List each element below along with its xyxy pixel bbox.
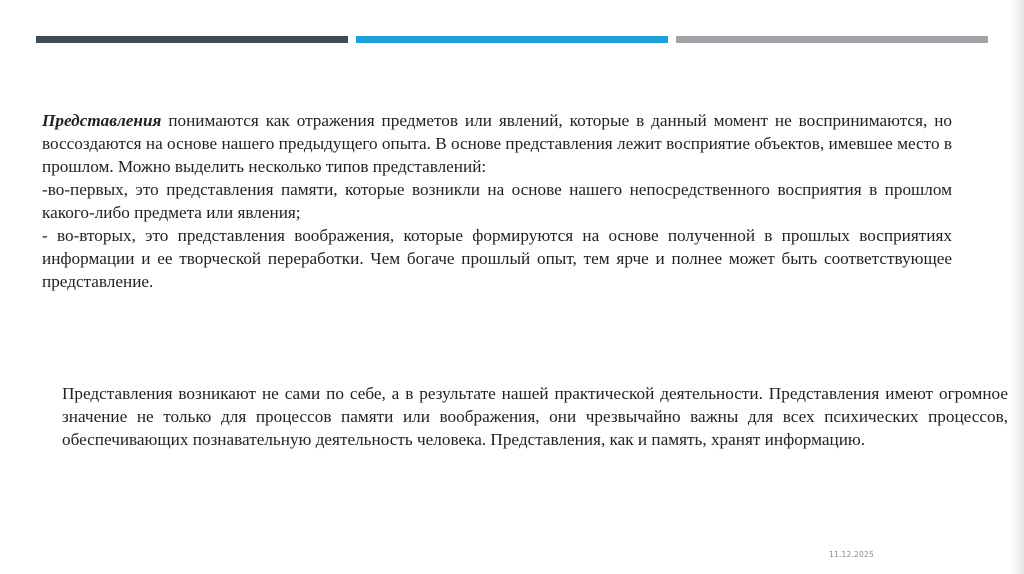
definition-text: понимаются как отражения предметов или явлений, которые в данный момент не воспринимаются, но воссоздаются на основе нашего предыдущего опыта. В основе представления лежит восприятие объектов, имевшее место в прошлом. Можно выделить несколько типов представлений: <box>42 111 952 176</box>
slide-edge-shadow <box>1010 0 1024 574</box>
definition-paragraph <box>42 109 952 178</box>
accent-bar-gray <box>676 36 988 43</box>
secondary-text-block <box>62 382 1008 451</box>
summary-paragraph: Представления возникают не сами по себе, а в результате нашей практической деятельности. Представления имеют огромное значение не только для процессов памяти или воображения, они чрезвычайно важны для всех психических процессов, обеспечивающих познавательную деятельность человека. Представления, как и память, хранят информацию. <box>62 384 1008 449</box>
type-item-imagination: - во-вторых, это представления воображения, которые формируются на основе полученной в прошлых восприятиях информации и ее творческой переработки. Чем богаче прошлый опыт, тем ярче и полнее может быть соответствующее представление. <box>42 226 952 291</box>
header-accent-bars <box>36 36 988 43</box>
accent-bar-dark <box>36 36 348 43</box>
slide-date: 11.12.2025 <box>829 550 874 559</box>
type-item-memory: -во-первых, это представления памяти, которые возникли на основе нашего непосредственного восприятия в прошлом какого-либо предмета или явления; <box>42 180 952 222</box>
main-text-block <box>42 109 952 293</box>
accent-bar-blue <box>356 36 668 43</box>
lead-term: Представления <box>42 111 162 130</box>
